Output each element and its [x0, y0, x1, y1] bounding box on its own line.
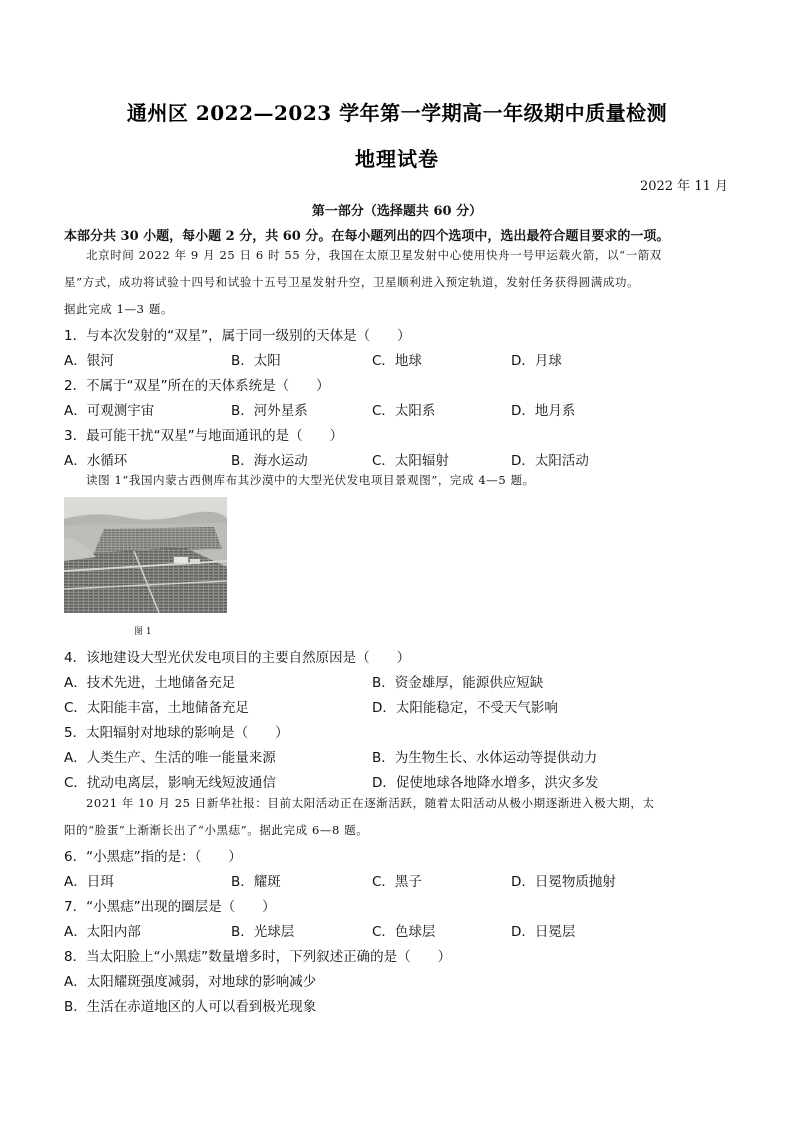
option: C．地球	[372, 353, 422, 369]
option: B．光球层	[231, 924, 295, 940]
question-stem: 6．“小黑痣”指的是：（ ）	[64, 849, 242, 865]
option: D．日冕物质抛射	[511, 874, 616, 890]
material-paragraph	[64, 790, 744, 844]
material-line: 星”方式，成功将试验十四号和试验十五号卫星发射升空，卫星顺利进入预定轨道，发射任务获得圆满成功。	[64, 275, 640, 289]
exam-subtitle: 地理试卷	[355, 147, 439, 171]
option: C．色球层	[372, 924, 436, 940]
option: D．太阳能稳定，不受天气影响	[372, 700, 558, 716]
material-line: 北京时间 2022 年 9 月 25 日 6 时 55 分，我国在太原卫星发射中心使用快舟一号甲运载火箭，以“一箭双	[86, 248, 662, 262]
question-stem: 7．“小黑痣”出现的圈层是（ ）	[64, 899, 276, 915]
exam-title: 通州区 2022—2023 学年第一学期高一年级期中质量检测	[126, 101, 668, 125]
question-stem: 3．最可能干扰“双星”与地面通讯的是（ ）	[64, 428, 344, 444]
option: D．月球	[511, 353, 562, 369]
option: A．日珥	[64, 874, 114, 890]
option: D．地月系	[511, 403, 576, 419]
solar-farm-photo	[64, 497, 227, 613]
option: B．生活在赤道地区的人可以看到极光现象	[64, 999, 317, 1015]
question-stem: 5．太阳辐射对地球的影响是（ ）	[64, 725, 289, 741]
figure-caption: 图 1	[134, 627, 152, 637]
question-stem: 1．与本次发射的“双星”，属于同一级别的天体是（ ）	[64, 328, 411, 344]
option: A．太阳耀斑强度减弱，对地球的影响减少	[64, 974, 317, 990]
question-stem: 8．当太阳脸上“小黑痣”数量增多时，下列叙述正确的是（ ）	[64, 949, 452, 965]
question-stem: 2．不属于“双星”所在的天体系统是（ ）	[64, 378, 330, 394]
exam-date: 2022 年 11 月	[639, 179, 728, 194]
material-line: 2021 年 10 月 25 日新华社报：目前太阳活动正在逐渐活跃，随着太阳活动从极小期逐渐进入极大期，太	[86, 796, 655, 810]
question-stem: 4．该地建设大型光伏发电项目的主要自然原因是（ ）	[64, 650, 411, 666]
option: C．太阳辐射	[372, 453, 449, 469]
part-heading: 第一部分（选择题共 60 分）	[311, 204, 483, 219]
option: B．海水运动	[231, 453, 308, 469]
option: A．可观测宇宙	[64, 403, 155, 419]
option: C．太阳能丰富，土地储备充足	[64, 700, 249, 716]
part-instruction: 本部分共 30 小题，每小题 2 分，共 60 分。在每小题列出的四个选项中，选出最符合题目要求的一项。	[64, 229, 670, 244]
option: A．水循环	[64, 453, 128, 469]
option: B．河外星系	[231, 403, 308, 419]
option: B．太阳	[231, 353, 281, 369]
material-line: 据此完成 1—3 题。	[64, 302, 174, 316]
option: D．太阳活动	[511, 453, 589, 469]
option: A．人类生产、生活的唯一能量来源	[64, 750, 276, 766]
option: A．银河	[64, 353, 114, 369]
material-paragraph	[64, 242, 744, 323]
option: B．为生物生长、水体运动等提供动力	[372, 750, 598, 766]
option: B．资金雄厚，能源供应短缺	[372, 675, 544, 691]
option: A．技术先进，土地储备充足	[64, 675, 236, 691]
option: D．促使地球各地降水增多，洪灾多发	[372, 775, 599, 791]
option: D．日冕层	[511, 924, 576, 940]
material-paragraph	[64, 467, 744, 494]
option: C．扰动电离层，影响无线短波通信	[64, 775, 276, 791]
material-line: 阳的“脸蛋”上渐渐长出了“小黑痣”。据此完成 6—8 题。	[64, 823, 369, 837]
option: C．黑子	[372, 874, 422, 890]
material-line: 读图 1“我国内蒙古西侧库布其沙漠中的大型光伏发电项目景观图”，完成 4—5 题。	[86, 473, 535, 487]
option: A．太阳内部	[64, 924, 141, 940]
option: B．耀斑	[231, 874, 281, 890]
option: C．太阳系	[372, 403, 436, 419]
